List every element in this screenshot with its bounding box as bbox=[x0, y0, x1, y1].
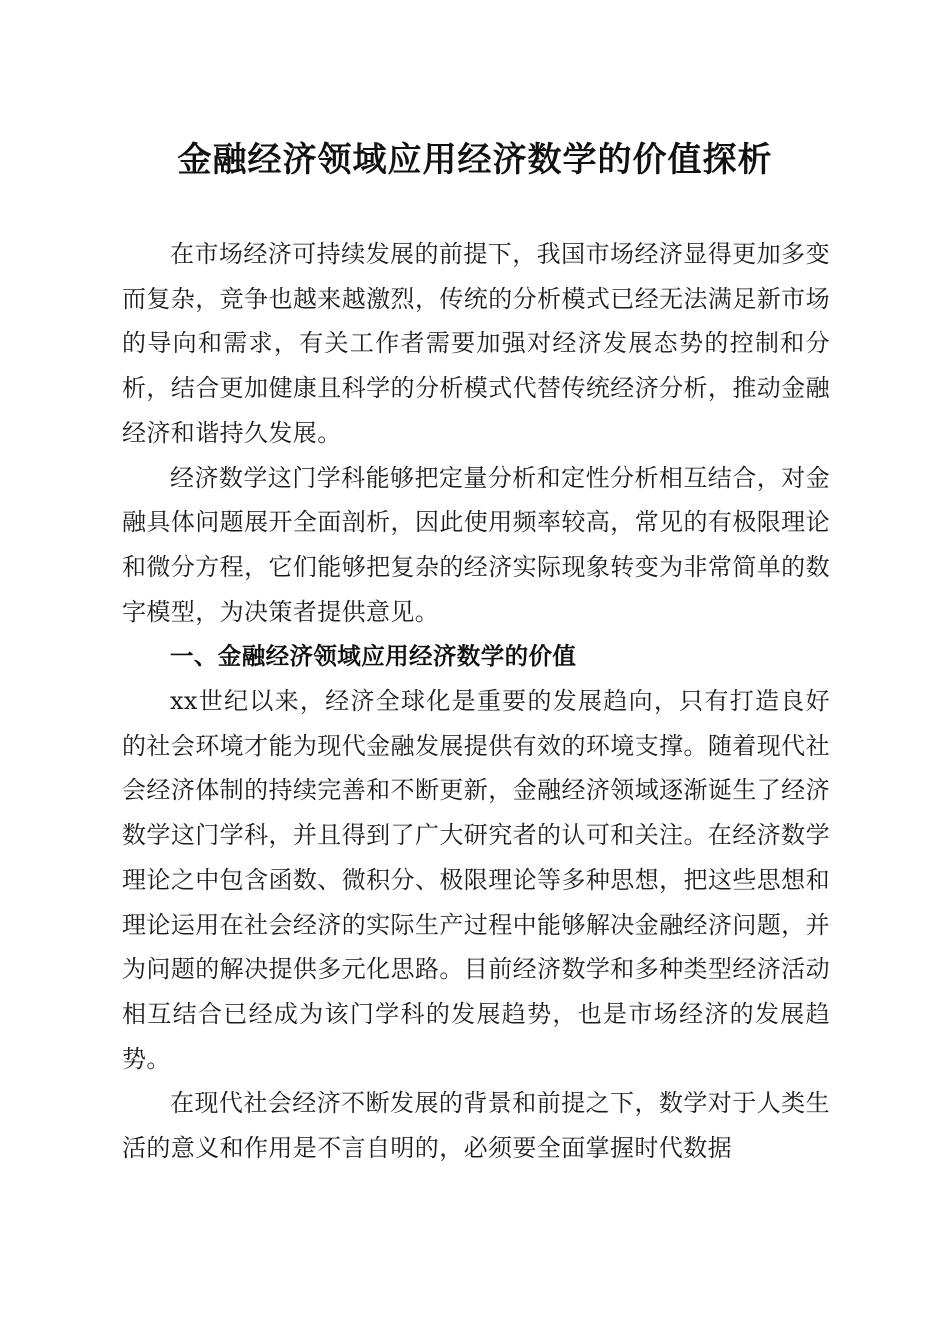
paragraph: 在现代社会经济不断发展的背景和前提之下，数学对于人类生活的意义和作用是不言自明的，必须要全面掌握时代数据 bbox=[122, 1089, 830, 1163]
paragraph: xx世纪以来，经济全球化是重要的发展趋向，只有打造良好的社会环境才能为现代金融发展提供有效的环境支撑。随着现代社会经济体制的持续完善和不断更新，金融经济领域逐渐诞生了经济数学这门学科，并且得到了广大研究者的认可和关注。在经济数学理论之中包含函数、微积分、极限理论等多种思想，把这些思想和理论运用在社会经济的实际生产过程中能够解决金融经济问题，并为问题的解决提供多元化思路。目前经济数学和多种类型经济活动相互结合已经成为该门学科的发展趋势，也是市场经济的发展趋势。 bbox=[122, 687, 830, 1073]
document-title: 金融经济领域应用经济数学的价值探析 bbox=[177, 140, 773, 180]
section-heading: 一、金融经济领域应用经济数学的价值 bbox=[170, 642, 577, 671]
paragraph: 在市场经济可持续发展的前提下，我国市场经济显得更加多变而复杂，竞争也越来越激烈，传统的分析模式已经无法满足新市场的导向和需求，有关工作者需要加强对经济发展态势的控制和分析，结合更加健康且科学的分析模式代替传统经济分析，推动金融经济和谐持久发展。 bbox=[122, 240, 830, 447]
document-body bbox=[122, 232, 830, 1171]
paragraph: 经济数学这门学科能够把定量分析和定性分析相互结合，对金融具体问题展开全面剖析，因此使用频率较高，常见的有极限理论和微分方程，它们能够把复杂的经济实际现象转变为非常简单的数字模型，为决策者提供意见。 bbox=[122, 463, 830, 626]
